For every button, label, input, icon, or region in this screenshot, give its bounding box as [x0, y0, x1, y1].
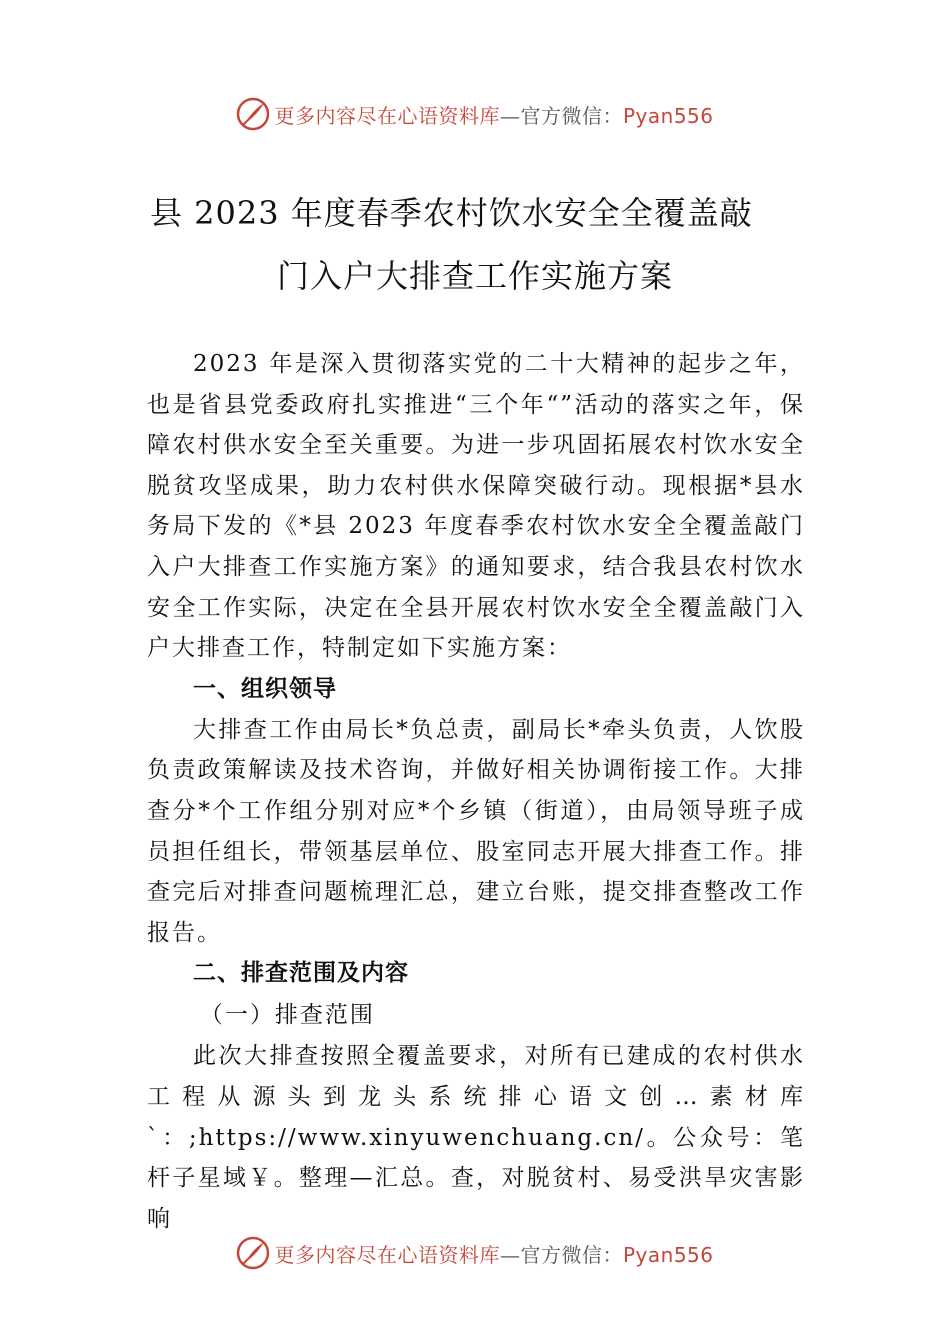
document-title-line1: 县 2023 年度春季农村饮水安全全覆盖敲: [150, 194, 753, 232]
watermark-text: [274, 100, 713, 129]
watermark-banner-top: [0, 96, 950, 132]
watermark-wechat-id: Pyan556: [622, 103, 714, 128]
watermark-official-label: —官方微信：: [499, 1242, 623, 1267]
watermark-brand: 更多内容尽在心语资料库: [274, 1242, 500, 1267]
document-title-line2: 门入户大排查工作实施方案: [276, 257, 673, 295]
subsection1-paragraph: 此次大排查按照全覆盖要求，对所有已建成的农村供水工程从源头到龙头系统排心语文创…素材库`：;https://www.xinyuwenchuang.cn/。公众号：笔杆子星域￥。整理—汇总。查，对脱贫村、易受洪旱灾害影响: [147, 1043, 805, 1232]
quill-pen-logo-icon: [236, 97, 270, 131]
watermark-official-label: —官方微信：: [499, 103, 623, 128]
document-body: [147, 344, 805, 1239]
watermark-text: [274, 1239, 713, 1268]
watermark-banner-bottom: [0, 1235, 950, 1271]
quill-pen-logo-icon: [236, 1236, 270, 1270]
watermark-wechat-id: Pyan556: [622, 1242, 714, 1267]
intro-paragraph: 2023 年是深入贯彻落实党的二十大精神的起步之年，也是省县党委政府扎实推进“三个年“”活动的落实之年，保障农村供水安全至关重要。为进一步巩固拓展农村饮水安全脱贫攻坚成果，助力农村供水保障突破行动。现根据*县水务局下发的《*县 2023 年度春季农村饮水安全全覆盖敲门入户大排查工作实施方案》的通知要求，结合我县农村饮水安全工作实际，决定在全县开展农村饮水安全全覆盖敲门入户大排查工作，特制定如下实施方案：: [147, 351, 805, 662]
subsection1-heading: （一）排查范围: [199, 1002, 375, 1029]
section1-paragraph: 大排查工作由局长*负总责，副局长*牵头负责，人饮股负责政策解读及技术咨询，并做好相关协调衔接工作。大排查分*个工作组分别对应*个乡镇（街道），由局领导班子成员担任组长，带领基层单位、股室同志开展大排查工作。排查完后对排查问题梳理汇总，建立台账，提交排查整改工作报告。: [147, 716, 805, 946]
watermark-brand: 更多内容尽在心语资料库: [274, 103, 500, 128]
section1-heading: 一、组织领导: [193, 675, 337, 702]
section2-heading: 二、排查范围及内容: [193, 960, 409, 987]
